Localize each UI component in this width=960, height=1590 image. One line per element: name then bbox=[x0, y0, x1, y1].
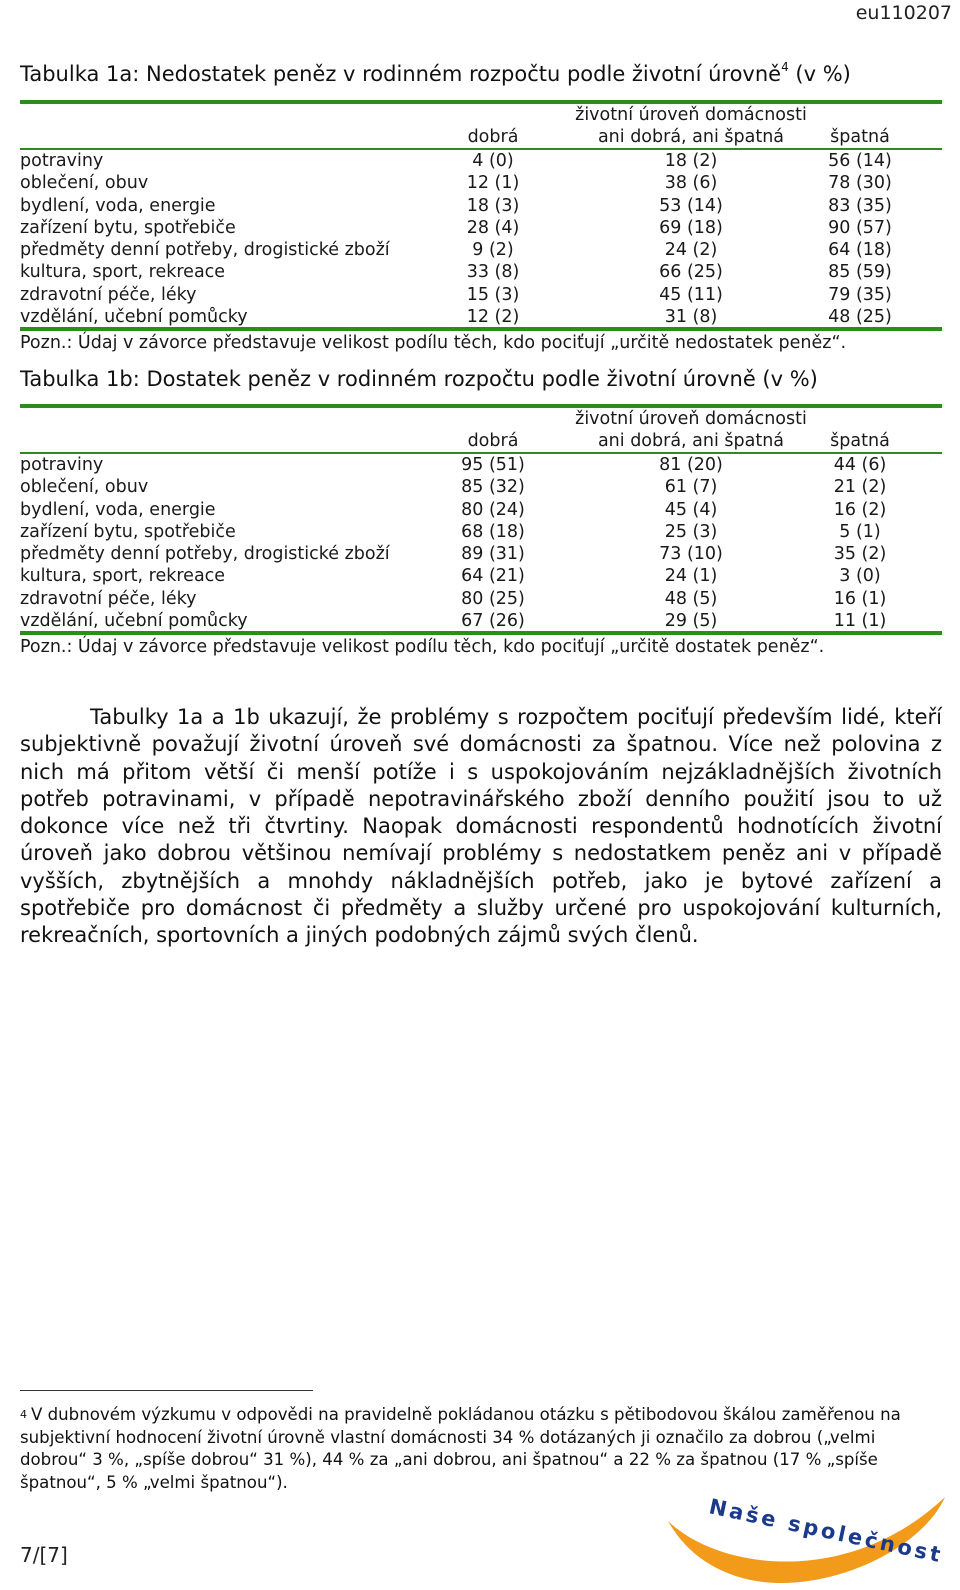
table-b-row: kultura, sport, rekreace 64 (21) 24 (1) 3 (0) bbox=[20, 566, 881, 587]
footnote-text: V dubnovém výzkumu v odpovědi na pravidelně pokládanou otázku s pětibodovou škálou zaměřenou na subjektivní hodnocení životní úrovně vlastní domácnosti 34 % dotázaných ji označilo za dobrou („velmi dobrou“ 3 %, „spíše dobrou“ 31 %), 44 % za „ani dobrou, ani špatnou“ a 22 % za špatnou (17 % „spíše špatnou“, 5 % „velmi špatnou“). bbox=[20, 1405, 901, 1492]
footnote-separator bbox=[20, 1390, 313, 1391]
table-a-row: předměty denní potřeby, drogistické zboží 9 (2) 24 (2) 64 (18) bbox=[20, 240, 892, 261]
table-a-header: životní úroveň domácnosti dobrá ani dobrá, ani špatná špatná bbox=[467, 105, 890, 147]
table-a-row-label: bydlení, voda, energie bbox=[20, 195, 216, 216]
table-b-row-label: zdravotní péče, léky bbox=[20, 588, 197, 609]
table-b-row: zdravotní péče, léky 80 (25) 48 (5) 16 (1) bbox=[20, 588, 887, 609]
table-a-row: vzdělání, učební pomůcky 12 (2) 31 (8) 48 (25) bbox=[20, 307, 892, 328]
table-a-row: kultura, sport, rekreace 33 (8) 66 (25) 85 (59) bbox=[20, 262, 892, 283]
table-a-note: Pozn.: Údaj v závorce představuje velikost podílu těch, kdo pociťují „určitě nedostatek peněz“. bbox=[20, 333, 847, 353]
table-b-bottom-rule bbox=[20, 631, 942, 635]
table-b-row: bydlení, voda, energie 80 (24) 45 (4) 16 (2) bbox=[20, 499, 887, 520]
table-a bbox=[20, 104, 942, 328]
body-paragraph-text: Tabulky 1a a 1b ukazují, že problémy s rozpočtem pociťují především lidé, kteří subjektivně považují životní úroveň své domácnosti za špatnou. Více než polovina z nich má přitom větší či menší potíže i s uspokojováním nejzákladnějších životních potřeb potravinami, v případě nepotravinářského zboží denního použití jsou to už dokonce více než tři čtvrtiny. Naopak domácnosti respondentů hodnotících životní úroveň jako dobrou většinou nemívají problémy s nedostatkem peněz ani v případě vyšších, zbytnějších a mnohdy nákladnějších potřeb, jako je bytové zařízení a spotřebiče pro domácnost či předměty a služby určené pro uspokojování kulturních, rekreačních, sportovních a jiných podobných zájmů svých členů. bbox=[20, 705, 942, 948]
table-b-note: Pozn.: Údaj v závorce představuje velikost podílu těch, kdo pociťují „určitě dostatek peněz“. bbox=[20, 637, 825, 657]
table-b-header-rule bbox=[20, 452, 942, 454]
table-a-title bbox=[20, 62, 851, 86]
table-a-bottom-rule bbox=[20, 327, 942, 331]
table-b-row: předměty denní potřeby, drogistické zboží 89 (31) 73 (10) 35 (2) bbox=[20, 544, 887, 565]
table-b-title: Tabulka 1b: Dostatek peněz v rodinném rozpočtu podle životní úrovně (v %) bbox=[20, 367, 818, 391]
table-b-row-label: potraviny bbox=[20, 455, 104, 475]
table-a-row-label: oblečení, obuv bbox=[20, 173, 149, 194]
table-a-row-label: zařízení bytu, spotřebiče bbox=[20, 217, 236, 238]
table-a-row-label: předměty denní potřeby, drogistické zboží bbox=[20, 240, 390, 261]
table-a-row-label: zdravotní péče, léky bbox=[20, 284, 197, 305]
document-id: eu110207 bbox=[855, 2, 952, 24]
table-b-row: zařízení bytu, spotřebiče 68 (18) 25 (3) 5 (1) bbox=[20, 521, 881, 542]
table-a-row-label: potraviny bbox=[20, 151, 104, 171]
table-b-row-label: vzdělání, učební pomůcky bbox=[20, 611, 248, 632]
page-number: 7/[7] bbox=[20, 1543, 68, 1567]
table-a-row-label: vzdělání, učební pomůcky bbox=[20, 307, 248, 328]
table-a-row-label: kultura, sport, rekreace bbox=[20, 262, 226, 283]
table-b-row: vzdělání, učební pomůcky 67 (26) 29 (5) 11 (1) bbox=[20, 611, 887, 632]
table-a-row: oblečení, obuv 12 (1) 38 (6) 78 (30) bbox=[20, 173, 892, 194]
table-a-row: potraviny 4 (0) 18 (2) 56 (14) bbox=[20, 151, 892, 171]
table-b-row: oblečení, obuv 85 (32) 61 (7) 21 (2) bbox=[20, 477, 887, 498]
table-a-header-rule bbox=[20, 148, 942, 150]
table-b-row-label: bydlení, voda, energie bbox=[20, 499, 216, 520]
table-b-row-label: předměty denní potřeby, drogistické zboží bbox=[20, 544, 390, 565]
table-b-header: životní úroveň domácnosti dobrá ani dobrá, ani špatná špatná bbox=[467, 409, 890, 451]
footnote-mark: 4 bbox=[20, 1408, 27, 1421]
table-a-title-suffix: (v %) bbox=[788, 62, 851, 86]
table-b-row: potraviny 95 (51) 81 (20) 44 (6) bbox=[20, 455, 887, 475]
footnote-reference: 4 bbox=[781, 60, 789, 74]
table-a-row: zdravotní péče, léky 15 (3) 45 (11) 79 (35) bbox=[20, 284, 892, 305]
logo-text: Naše společnost bbox=[706, 1494, 946, 1568]
table-a-title-text: Tabulka 1a: Nedostatek peněz v rodinném rozpočtu podle životní úrovně bbox=[20, 62, 782, 86]
table-b bbox=[20, 408, 942, 632]
table-b-row-label: oblečení, obuv bbox=[20, 477, 149, 498]
table-b-body bbox=[20, 454, 942, 632]
table-a-row: bydlení, voda, energie 18 (3) 53 (14) 83 (35) bbox=[20, 195, 892, 216]
table-b-row-label: zařízení bytu, spotřebiče bbox=[20, 521, 236, 542]
nase-spolecnost-logo bbox=[660, 1475, 950, 1590]
table-b-row-label: kultura, sport, rekreace bbox=[20, 566, 226, 587]
table-a-body bbox=[20, 150, 942, 328]
body-paragraph bbox=[20, 704, 942, 950]
table-a-row: zařízení bytu, spotřebiče 28 (4) 69 (18) 90 (57) bbox=[20, 217, 892, 238]
